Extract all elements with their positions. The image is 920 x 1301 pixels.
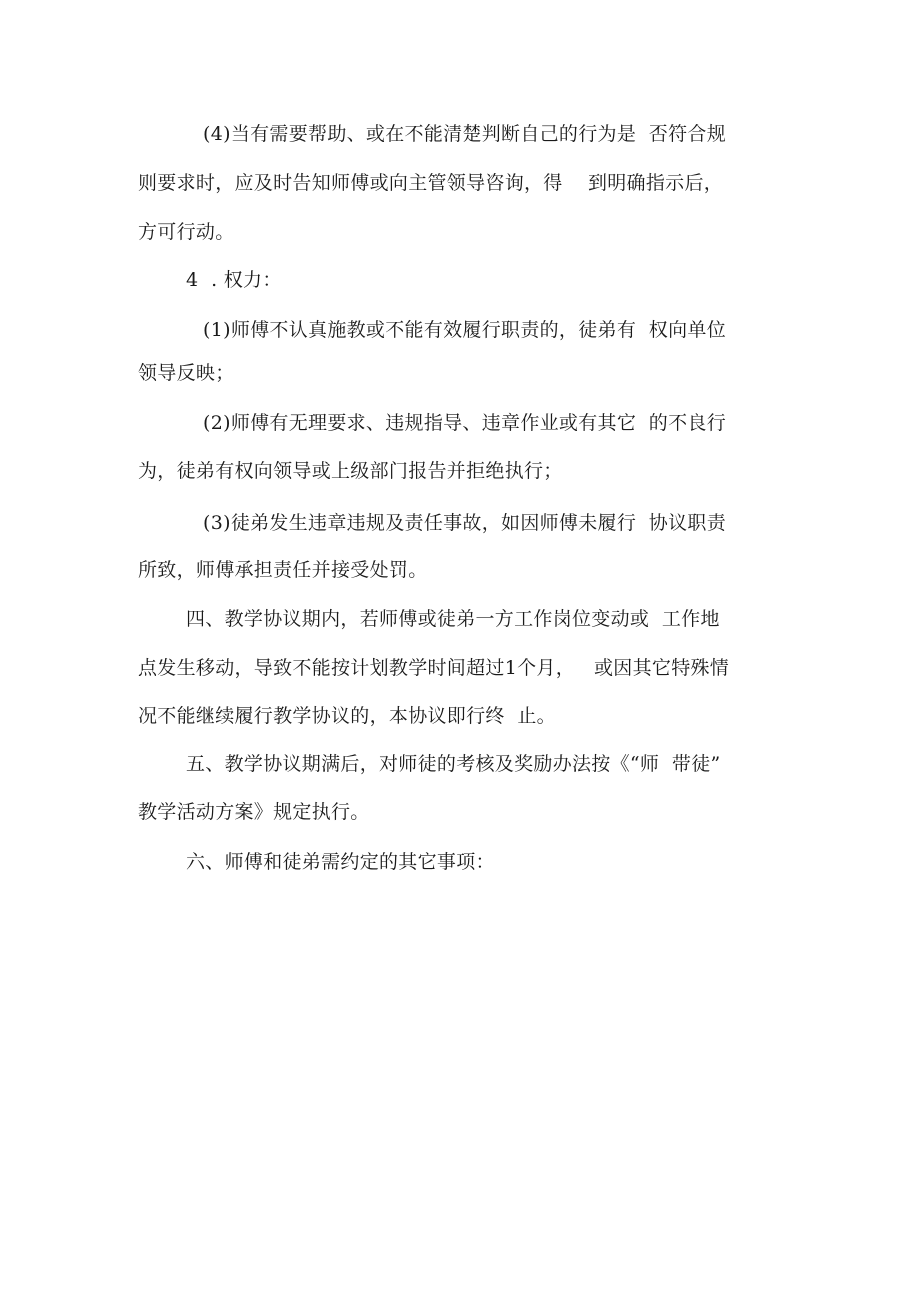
- section-4-line-2: 点发生移动，导致不能按计划教学时间超过1个月， 或因其它特殊情: [138, 657, 730, 679]
- paragraph-power-1-line-1: (1)师傅不认真施教或不能有效履行职责的，徒弟有 权向单位: [203, 319, 726, 341]
- paragraph-power-2-line-2: 为，徒弟有权向领导或上级部门报告并拒绝执行；: [138, 460, 563, 482]
- paragraph-duty-4-line-1: (4)当有需要帮助、或在不能清楚判断自己的行为是 否符合规: [203, 123, 726, 145]
- section-4-line-3: 况不能继续履行教学协议的，本协议即行终 止。: [138, 705, 556, 727]
- paragraph-power-1-line-2: 领导反映；: [138, 362, 235, 384]
- paragraph-duty-4-line-2: 则要求时，应及时告知师傅或向主管领导咨询，得 到明确指示后，: [138, 172, 724, 194]
- paragraph-power-3-line-1: (3)徒弟发生违章违规及责任事故，如因师傅未履行 协议职责: [203, 512, 726, 534]
- paragraph-power-3-line-2: 所致，师傅承担责任并接受处罚。: [138, 559, 428, 581]
- section-6-line-1: 六、师傅和徒弟需约定的其它事项：: [186, 851, 495, 873]
- paragraph-duty-4-line-3: 方可行动。: [138, 221, 235, 243]
- section-5-line-2: 教学活动方案》规定执行。: [138, 801, 370, 823]
- section-5-line-1: 五、教学协议期满后，对师徒的考核及奖励办法按《“师 带徒”: [186, 753, 721, 775]
- paragraph-power-2-line-1: (2)师傅有无理要求、违规指导、违章作业或有其它 的不良行: [203, 412, 726, 434]
- heading-power: 4 . 权力：: [186, 269, 282, 291]
- section-4-line-1: 四、教学协议期内，若师傅或徒弟一方工作岗位变动或 工作地: [186, 608, 720, 630]
